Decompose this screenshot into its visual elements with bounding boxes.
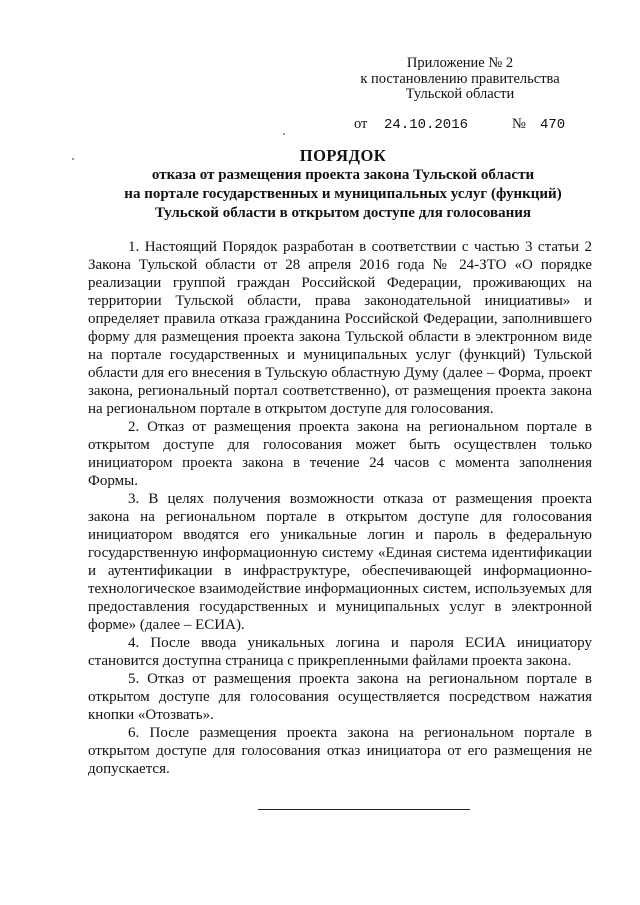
date-label: от xyxy=(354,116,368,132)
title-line-3: Тульской области в открытом доступе для голосования xyxy=(154,205,532,221)
appendix-region: Тульской области xyxy=(405,86,515,102)
resolution-number: 470 xyxy=(540,117,566,133)
closing-divider xyxy=(258,809,470,810)
document-title xyxy=(100,146,586,223)
paragraph-3: 3. В целях получения возможности отказа от размещения проекта закона на региональном портале в открытом доступе для голосования инициатором вводятся его уникальные логин и пароль в федеральную государственную информационную систему «Единая система идентификации и аутентификации в инфраструктуре, обеспечивающей информационно-технологическое взаимодействие информационных систем, используемых для предоставления государственных и муниципальных услуг в электронной форме» (далее – ЕСИА). xyxy=(88,491,592,633)
appendix-number: Приложение № 2 xyxy=(406,55,514,71)
scan-speck xyxy=(283,133,285,135)
title-line-2: на портале государственных и муниципальных услуг (функций) xyxy=(124,186,562,202)
paragraph-1: 1. Настоящий Порядок разработан в соответствии с частью 3 статьи 2 Закона Тульской области от 28 апреля 2016 года № 24-ЗТО «О порядке реализации группой граждан Российской Федерации, проживающих на территории Тульской области, права законодательной инициативы» и определяет правила отказа гражданина Российской Федерации, заполнившего форму для размещения проекта закона Тульской области в электронном виде на портале государственных и муниципальных услуг (функций) Тульской области для его внесения в Тульскую областную Думу (далее – Форма, проект закона, региональный портал соответственно), от размещения проекта закона на региональном портале в открытом доступе для голосования. xyxy=(88,239,592,417)
appendix-resolution: к постановлению правительства xyxy=(360,70,560,87)
title-line-1: отказа от размещения проекта закона Тульской области xyxy=(151,167,535,183)
title-main: ПОРЯДОК xyxy=(299,146,387,165)
resolution-date: 24.10.2016 xyxy=(384,117,469,133)
paragraph-6: 6. После размещения проекта закона на региональном портале в открытом доступе для голосования отказ инициатора от его размещения не допускается. xyxy=(88,725,592,777)
paragraph-4: 4. После ввода уникальных логина и пароля ЕСИА инициатору становится доступна страница с прикрепленными файлами проекта закона. xyxy=(88,635,592,669)
paragraph-2: 2. Отказ от размещения проекта закона на региональном портале в открытом доступе для голосования может быть осуществлен только инициатором проекта закона в течение 24 часов с момента заполнения Формы. xyxy=(88,419,592,489)
document-body xyxy=(88,238,592,778)
scan-speck xyxy=(72,158,74,160)
number-label: № xyxy=(512,116,526,132)
appendix-header xyxy=(330,56,590,103)
paragraph-5: 5. Отказ от размещения проекта закона на региональном портале в открытом доступе для голосования осуществляется посредством нажатия кнопки «Отозвать». xyxy=(88,671,592,723)
